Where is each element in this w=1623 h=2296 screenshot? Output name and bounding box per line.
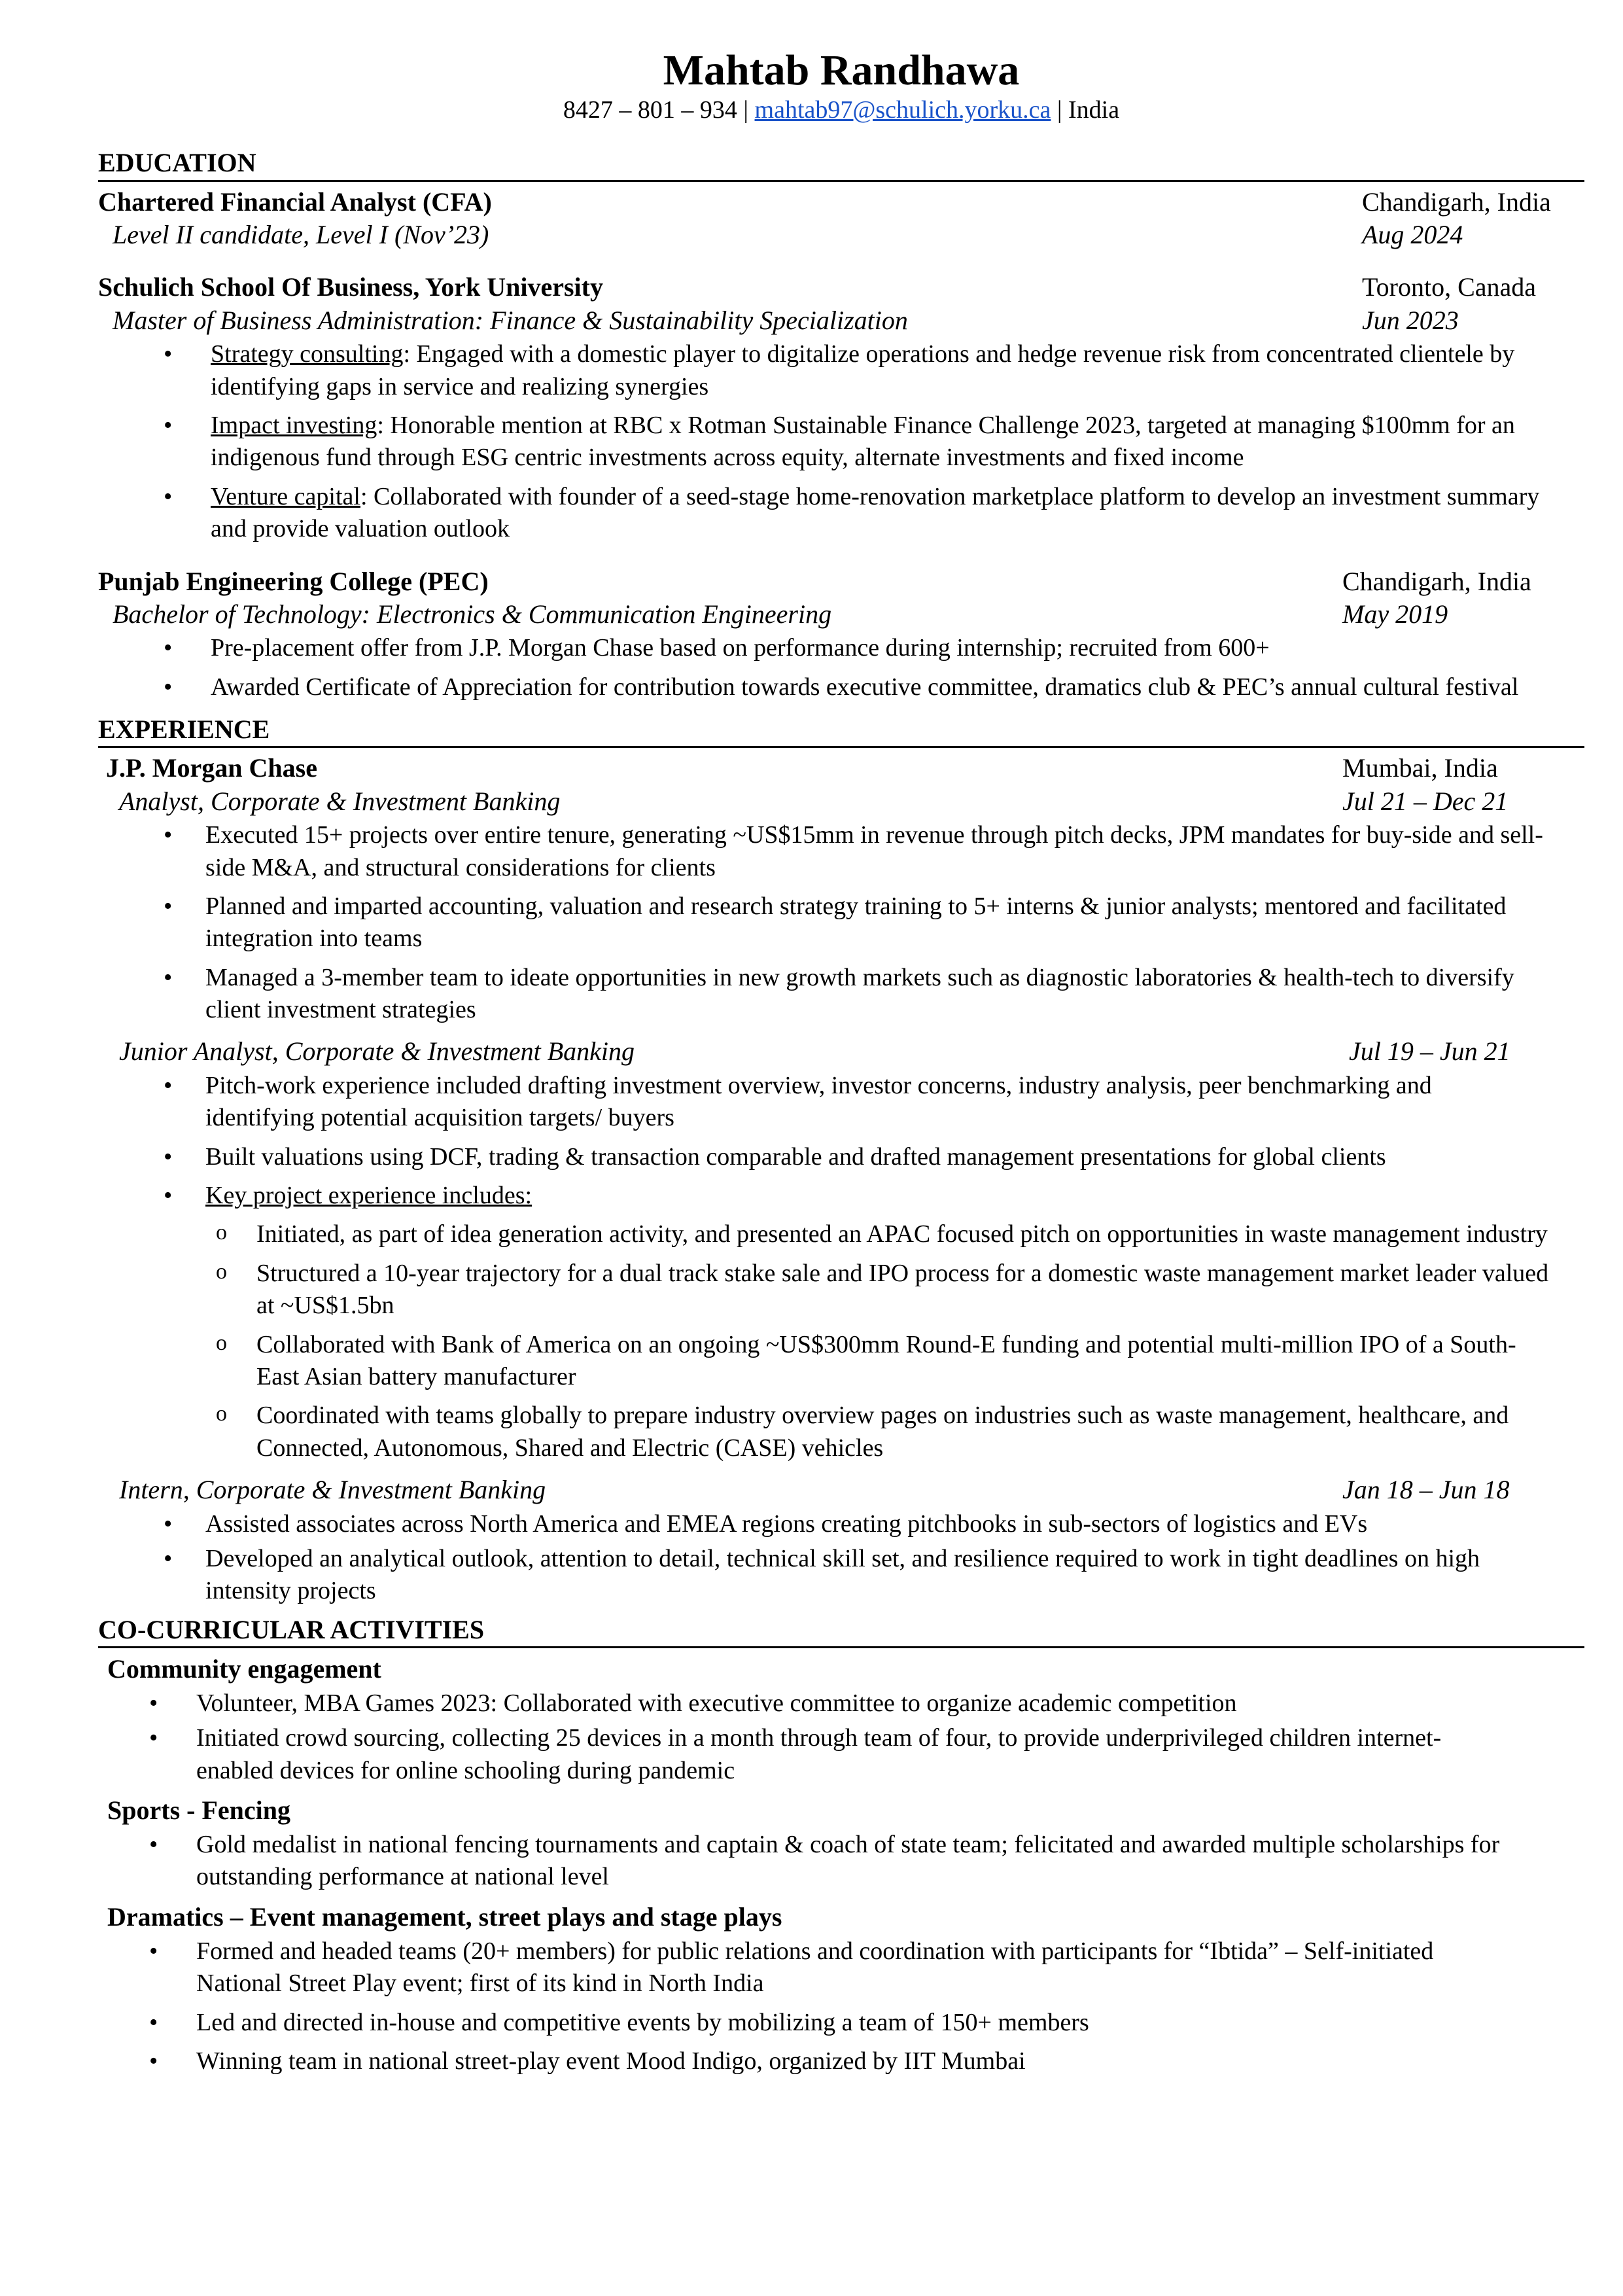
list-item: • Pre-placement offer from J.P. Morgan Chase based on performance during internship; recruited from 600+	[98, 632, 1584, 664]
entry-location: Chandigarh, India	[1362, 186, 1551, 217]
list-item: • Initiated crowd sourcing, collecting 25 devices in a month through team of four, to provide underprivileged children internet-enabled devices for online schooling during pandemic	[98, 1722, 1584, 1787]
list-item: • Winning team in national street-play event Mood Indigo, organized by IIT Mumbai	[98, 2045, 1584, 2077]
company-name: J.P. Morgan Chase	[106, 753, 317, 783]
separator: |	[743, 96, 749, 124]
bullet-list	[98, 632, 1584, 703]
list-item: • Assisted associates across North America and EMEA regions creating pitchbooks in sub-sectors of logistics and EVs	[98, 1508, 1584, 1540]
entry-title: Punjab Engineering College (PEC)	[98, 566, 489, 596]
activity-group-title: Sports - Fencing	[107, 1795, 290, 1826]
list-item: • Executed 15+ projects over entire tenure, generating ~US$15mm in revenue through pitch decks, JPM mandates for buy-side and sell-side M&A, and structural considerations for clients	[98, 819, 1584, 884]
list-item: • Gold medalist in national fencing tournaments and captain & coach of state team; felicitated and awarded multiple scholarships for outstanding performance at national level	[98, 1829, 1584, 1894]
candidate-name: Mahtab Randhawa	[663, 46, 1020, 94]
role-title: Analyst, Corporate & Investment Banking	[119, 786, 561, 816]
separator: |	[1056, 96, 1062, 124]
bullet-list	[98, 1829, 1584, 1894]
entry-title: Chartered Financial Analyst (CFA)	[98, 186, 492, 217]
section-heading-activities: CO-CURRICULAR ACTIVITIES	[98, 1614, 1584, 1648]
key-projects-label: Key project experience includes:	[205, 1182, 532, 1210]
list-item: o Structured a 10-year trajectory for a dual track stake sale and IPO process for a domestic waste management market leader valued at ~US$1.5bn	[98, 1258, 1584, 1322]
list-item: o Coordinated with teams globally to prepare industry overview pages on industries such as waste management, healthcare, and Connected, Autonomous, Shared and Electric (CASE) vehicles	[98, 1400, 1584, 1464]
list-item: o Initiated, as part of idea generation activity, and presented an APAC focused pitch on opportunities in waste management industry	[98, 1218, 1584, 1250]
list-item: • Built valuations using DCF, trading & transaction comparable and drafted management presentations for global clients	[98, 1141, 1584, 1173]
activity-group-title: Community engagement	[107, 1653, 381, 1684]
list-item: • Led and directed in-house and competitive events by mobilizing a team of 150+ members	[98, 2007, 1584, 2039]
list-item	[98, 1180, 1584, 1212]
resume-page	[98, 46, 1584, 2084]
bullet-label: Venture capital	[211, 482, 360, 510]
country: India	[1068, 96, 1120, 124]
bullet-list	[98, 819, 1584, 1026]
entry-subtitle: Bachelor of Technology: Electronics & Communication Engineering	[113, 599, 832, 629]
bullet-list	[98, 1508, 1584, 1608]
activity-group-title: Dramatics – Event management, street plays and stage plays	[107, 1901, 782, 1932]
entry-subtitle: Master of Business Administration: Finance & Sustainability Specialization	[113, 305, 908, 335]
bullet-list	[98, 1687, 1584, 1787]
bullet-text: : Engaged with a domestic player to digitalize operations and hedge revenue risk from concentrated clientele by identifying gaps in service and realizing synergies	[211, 340, 1515, 400]
list-item: • Managed a 3-member team to ideate opportunities in new growth markets such as diagnostic laboratories & health-tech to diversify client investment strategies	[98, 962, 1584, 1027]
bullet-label: Strategy consulting	[211, 340, 404, 368]
phone-number: 8427 – 801 – 934	[563, 96, 737, 124]
list-item: • Awarded Certificate of Appreciation for contribution towards executive committee, dramatics club & PEC’s annual cultural festival	[98, 671, 1584, 703]
education-entry-pec	[98, 565, 1584, 704]
role-date: Jul 21 – Dec 21	[1342, 786, 1509, 816]
company-location: Mumbai, India	[1342, 753, 1498, 783]
bullet-text: : Collaborated with founder of a seed-stage home-renovation marketplace platform to develop an investment summary and provide valuation outlook	[211, 482, 1540, 543]
entry-location: Chandigarh, India	[1342, 566, 1531, 596]
section-heading-experience: EXPERIENCE	[98, 714, 1584, 748]
email-link[interactable]: mahtab97@schulich.yorku.ca	[754, 96, 1051, 124]
list-item: • Formed and headed teams (20+ members) for public relations and coordination with participants for “Ibtida” – Self-initiated National Street Play event; first of its kind in North India	[98, 1935, 1584, 2000]
entry-date: Jun 2023	[1362, 305, 1459, 335]
list-item	[98, 481, 1584, 546]
entry-title: Schulich School Of Business, York University	[98, 272, 603, 302]
entry-location: Toronto, Canada	[1362, 272, 1537, 302]
role-date: Jul 19 – Jun 21	[1349, 1036, 1510, 1067]
education-entry-cfa	[98, 186, 1584, 252]
experience-entry-jpmorgan	[98, 752, 1584, 1607]
contact-line	[98, 96, 1584, 126]
list-item	[98, 338, 1584, 403]
list-item	[98, 410, 1584, 474]
entry-date: May 2019	[1342, 599, 1448, 629]
bullet-list	[98, 1070, 1584, 1464]
role-title: Intern, Corporate & Investment Banking	[119, 1475, 546, 1505]
education-entry-schulich	[98, 271, 1584, 545]
list-item: o Collaborated with Bank of America on an ongoing ~US$300mm Round-E funding and potential multi-million IPO of a South-East Asian battery manufacturer	[98, 1329, 1584, 1394]
list-item: • Pitch-work experience included drafting investment overview, investor concerns, industry analysis, peer benchmarking and identifying potential acquisition targets/ buyers	[98, 1070, 1584, 1135]
entry-subtitle: Level II candidate, Level I (Nov’23)	[113, 220, 489, 250]
bullet-list	[98, 338, 1584, 545]
list-item: • Volunteer, MBA Games 2023: Collaborated with executive committee to organize academic competition	[98, 1687, 1584, 1720]
bullet-text: : Honorable mention at RBC x Rotman Sustainable Finance Challenge 2023, targeted at managing $100mm for an indigenous fund through ESG centric investments across equity, alternate investments and fixed income	[211, 412, 1515, 472]
section-heading-education: EDUCATION	[98, 147, 1584, 181]
bullet-list	[98, 1935, 1584, 2078]
role-date: Jan 18 – Jun 18	[1342, 1475, 1510, 1505]
bullet-label: Impact investing	[211, 412, 377, 440]
role-title: Junior Analyst, Corporate & Investment Banking	[119, 1036, 635, 1067]
list-item: • Planned and imparted accounting, valuation and research strategy training to 5+ interns & junior analysts; mentored and facilitated integration into teams	[98, 891, 1584, 955]
entry-date: Aug 2024	[1362, 220, 1463, 250]
list-item: • Developed an analytical outlook, attention to detail, technical skill set, and resilience required to work in tight deadlines on high intensity projects	[98, 1543, 1584, 1608]
